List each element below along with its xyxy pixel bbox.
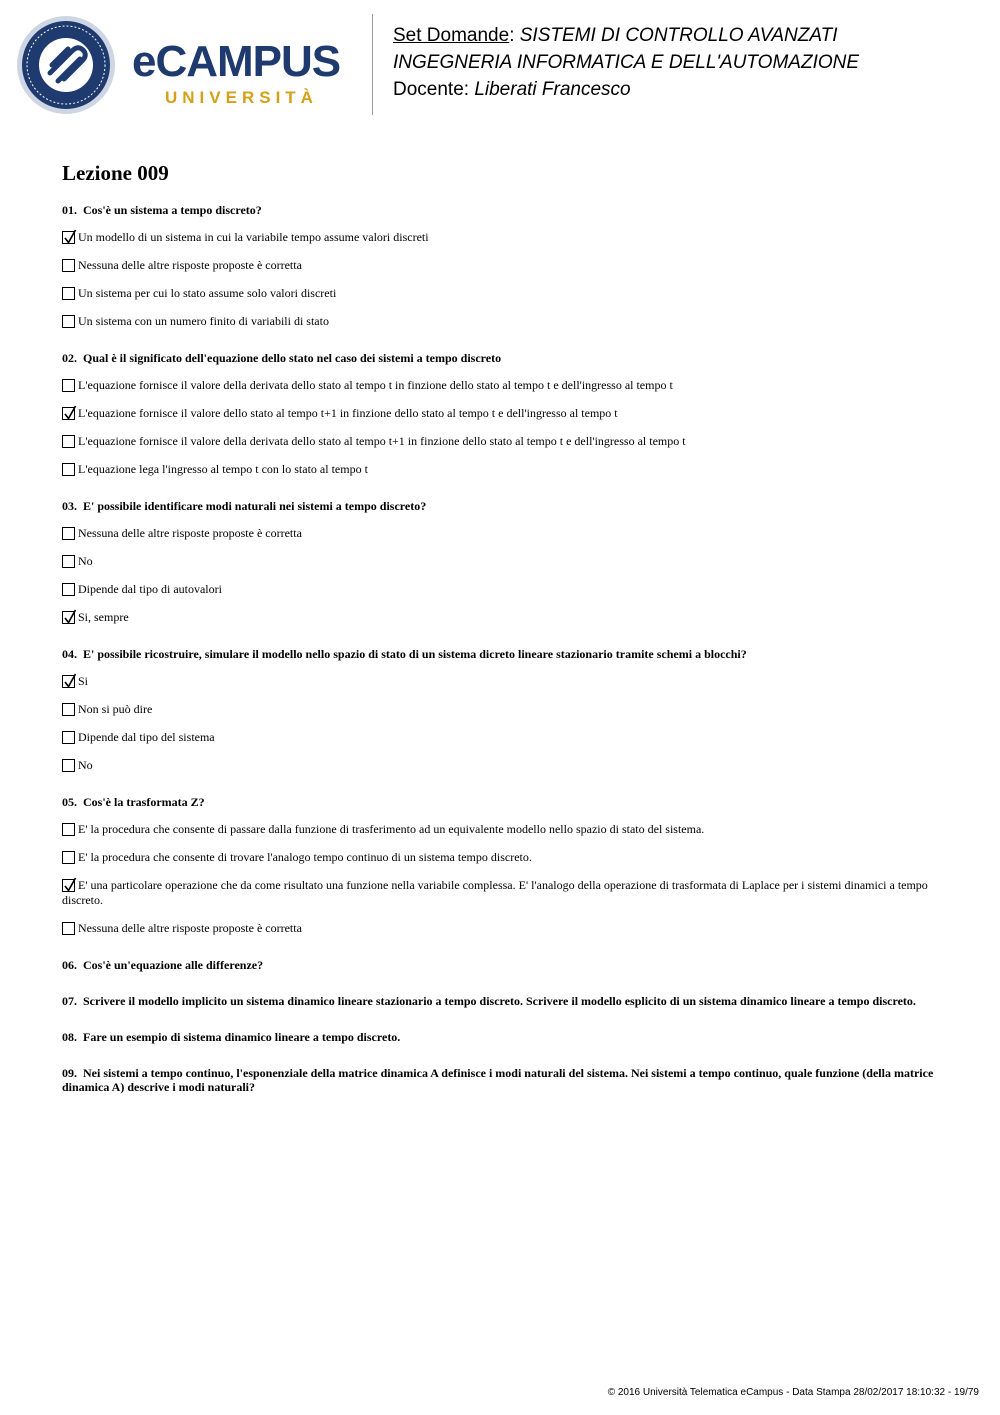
answer-option — [62, 850, 942, 865]
checkbox-unchecked — [62, 379, 75, 392]
checkbox-unchecked — [62, 731, 75, 744]
answer-text: Nessuna delle altre risposte proposte è corretta — [78, 258, 302, 272]
answer-option — [62, 434, 942, 449]
answer-text: L'equazione fornisce il valore della derivata dello stato al tempo t in finzione dello stato al tempo t e dell'ingresso al tempo t — [78, 378, 673, 392]
answer-text: Dipende dal tipo del sistema — [78, 730, 215, 744]
question-number: 05. — [62, 795, 77, 809]
question-number: 06. — [62, 958, 77, 972]
checkmark-icon — [63, 229, 77, 245]
header-info — [393, 22, 859, 103]
answer-text: L'equazione fornisce il valore della derivata dello stato al tempo t+1 in finzione dello stato al tempo t e dell'ingresso al tempo t — [78, 434, 686, 448]
question-number: 07. — [62, 994, 77, 1008]
question — [62, 203, 942, 329]
answer-option — [62, 702, 942, 717]
ecampus-seal-logo — [16, 15, 116, 115]
checkmark-icon — [63, 877, 77, 893]
answer-option — [62, 526, 942, 541]
question-text: Nei sistemi a tempo continuo, l'esponenziale della matrice dinamica A definisce i modi naturali del sistema. Nei sistemi a tempo continuo, quale funzione (della matrice dinamica A) descrive i modi naturali? — [62, 1066, 934, 1094]
checkbox-unchecked — [62, 287, 75, 300]
teacher-label: Docente: — [393, 79, 475, 100]
checkbox-unchecked — [62, 259, 75, 272]
answer-text: No — [78, 758, 93, 772]
question-number: 09. — [62, 1066, 77, 1080]
checkbox-unchecked — [62, 527, 75, 540]
answer-option — [62, 758, 942, 773]
answer-text: L'equazione lega l'ingresso al tempo t con lo stato al tempo t — [78, 462, 368, 476]
question-text: Cos'è un'equazione alle differenze? — [83, 958, 264, 972]
checkbox-unchecked — [62, 703, 75, 716]
question-text: E' possibile identificare modi naturali nei sistemi a tempo discreto? — [83, 499, 427, 513]
checkbox-checked — [62, 879, 75, 892]
question — [62, 1030, 942, 1044]
answer-text: Un sistema per cui lo stato assume solo valori discreti — [78, 286, 337, 300]
answer-text: E' la procedura che consente di trovare l'analogo tempo continuo di un sistema tempo discreto. — [78, 850, 532, 864]
set-separator: : — [509, 25, 520, 46]
checkbox-checked — [62, 407, 75, 420]
question — [62, 795, 942, 936]
question-number: 03. — [62, 499, 77, 513]
header-divider — [372, 14, 373, 115]
question — [62, 647, 942, 773]
checkbox-unchecked — [62, 851, 75, 864]
checkbox-unchecked — [62, 583, 75, 596]
question-number: 01. — [62, 203, 77, 217]
answer-text: Si — [78, 674, 89, 688]
lesson-title: Lezione 009 — [62, 161, 169, 185]
checkbox-checked — [62, 611, 75, 624]
question-heading — [62, 1066, 942, 1094]
question — [62, 994, 942, 1008]
question-text: Fare un esempio di sistema dinamico lineare a tempo discreto. — [83, 1030, 401, 1044]
question-text: Cos'è un sistema a tempo discreto? — [83, 203, 262, 217]
answer-text: Si, sempre — [78, 610, 129, 624]
question-number: 02. — [62, 351, 77, 365]
question-heading — [62, 351, 942, 365]
answer-text: E' la procedura che consente di passare dalla funzione di trasferimento ad un equivalente modello nello spazio di stato del sistema. — [78, 822, 705, 836]
answer-option — [62, 314, 942, 329]
checkbox-unchecked — [62, 315, 75, 328]
set-label: Set Domande — [393, 25, 510, 46]
answer-option — [62, 406, 942, 421]
answer-option — [62, 878, 942, 908]
checkbox-unchecked — [62, 823, 75, 836]
answer-text: Nessuna delle altre risposte proposte è corretta — [78, 921, 302, 935]
answer-option — [62, 730, 942, 745]
question-heading — [62, 203, 942, 217]
answer-text: E' una particolare operazione che da come risultato una funzione nella variabile complessa. E' l'analogo della operazione di trasformata di Laplace per i sistemi dinamici a tempo discreto. — [62, 878, 928, 907]
ecampus-wordmark-logo — [132, 37, 357, 112]
answer-option — [62, 582, 942, 597]
answer-option — [62, 286, 942, 301]
question-number: 08. — [62, 1030, 77, 1044]
checkmark-icon — [63, 609, 77, 625]
answer-text: Un modello di un sistema in cui la variabile tempo assume valori discreti — [78, 230, 429, 244]
checkbox-unchecked — [62, 759, 75, 772]
question-heading — [62, 647, 942, 661]
course-line-2: INGEGNERIA INFORMATICA E DELL'AUTOMAZIONE — [393, 52, 860, 73]
question — [62, 958, 942, 972]
checkmark-icon — [63, 405, 77, 421]
answer-text: Un sistema con un numero finito di variabili di stato — [78, 314, 329, 328]
answer-option — [62, 230, 942, 245]
question-heading — [62, 499, 942, 513]
checkmark-icon — [63, 673, 77, 689]
course-line-1: SISTEMI DI CONTROLLO AVANZATI — [519, 25, 838, 46]
question-text: Scrivere il modello implicito un sistema dinamico lineare stazionario a tempo discreto. Scrivere il modello esplicito di un sistema dinamico lineare a tempo discreto. — [83, 994, 916, 1008]
checkbox-unchecked — [62, 435, 75, 448]
question — [62, 499, 942, 625]
answer-option — [62, 921, 942, 936]
logo-wordmark: eCAMPUS — [132, 37, 341, 86]
answer-option — [62, 554, 942, 569]
answer-text: Nessuna delle altre risposte proposte è corretta — [78, 526, 302, 540]
header-line-2 — [393, 49, 859, 76]
header-line-3 — [393, 76, 859, 103]
page-footer: © 2016 Università Telematica eCampus - Data Stampa 28/02/2017 18:10:32 - 19/79 — [607, 1387, 979, 1398]
question-heading — [62, 958, 942, 972]
question-text: E' possibile ricostruire, simulare il modello nello spazio di stato di un sistema dicreto lineare stazionario tramite schemi a blocchi? — [83, 647, 747, 661]
question-list — [62, 203, 942, 1116]
question — [62, 351, 942, 477]
answer-text: No — [78, 554, 93, 568]
question-heading — [62, 795, 942, 809]
checkbox-checked — [62, 231, 75, 244]
question-text: Cos'è la trasformata Z? — [83, 795, 205, 809]
answer-option — [62, 378, 942, 393]
question — [62, 1066, 942, 1094]
answer-text: Dipende dal tipo di autovalori — [78, 582, 222, 596]
checkbox-checked — [62, 675, 75, 688]
answer-option — [62, 462, 942, 477]
checkbox-unchecked — [62, 922, 75, 935]
checkbox-unchecked — [62, 463, 75, 476]
question-text: Qual è il significato dell'equazione dello stato nel caso dei sistemi a tempo discreto — [83, 351, 502, 365]
answer-text: L'equazione fornisce il valore dello stato al tempo t+1 in finzione dello stato al tempo t e dell'ingresso al tempo t — [78, 406, 618, 420]
logo-subtitle: UNIVERSITÀ — [165, 88, 318, 107]
checkbox-unchecked — [62, 555, 75, 568]
question-heading — [62, 994, 942, 1008]
answer-option — [62, 674, 942, 689]
answer-option — [62, 822, 942, 837]
question-heading — [62, 1030, 942, 1044]
teacher-name: Liberati Francesco — [474, 79, 631, 100]
question-number: 04. — [62, 647, 77, 661]
answer-text: Non si può dire — [78, 702, 153, 716]
header-line-1 — [393, 22, 859, 49]
answer-option — [62, 610, 942, 625]
answer-option — [62, 258, 942, 273]
